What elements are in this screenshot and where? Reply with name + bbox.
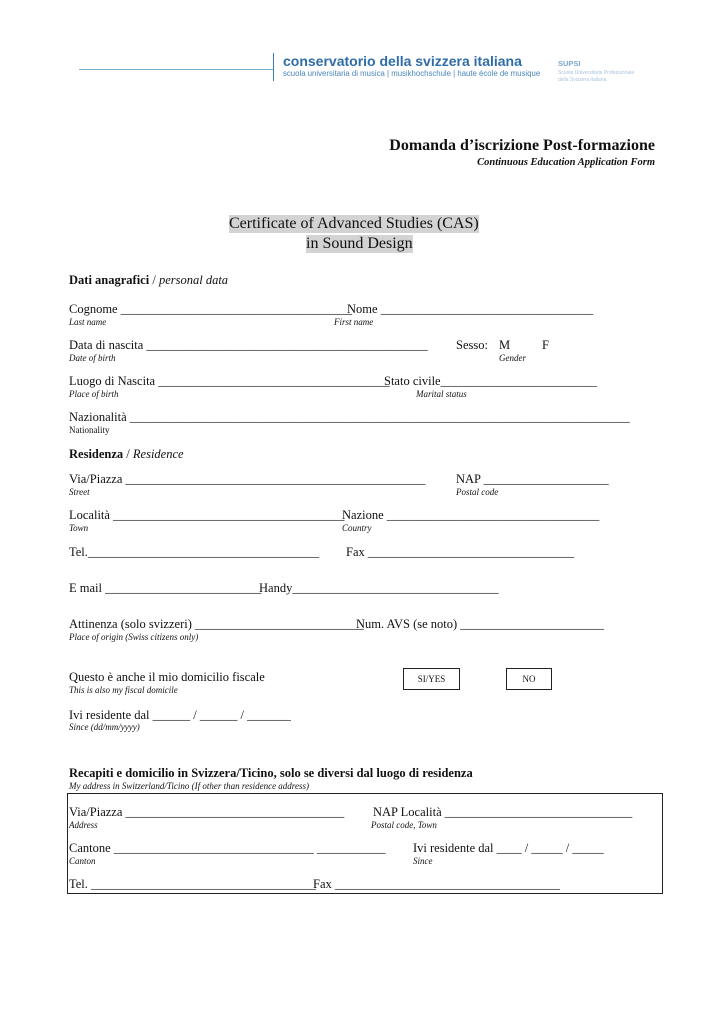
canton-label: Canton [69, 856, 96, 866]
swiss-phone-field[interactable]: Tel. ____________________________________ [69, 877, 317, 891]
first-name-label: First name [334, 317, 374, 327]
residence-heading-en: Residence [132, 447, 184, 461]
gender-option-f[interactable]: F [542, 338, 549, 352]
institution-tagline: scuola universitaria di musica | musikhochschule | haute école de musique [283, 69, 541, 78]
swiss-postal-town-label: Postal code, Town [371, 820, 437, 830]
program-title: Certificate of Advanced Studies (CAS) [229, 215, 479, 232]
swiss-address-subheading: My address in Switzerland/Ticino (If other than residence address) [69, 781, 309, 791]
canton-field[interactable]: Cantone ________________________________ ___________ [69, 841, 386, 855]
partner-line-2: della Svizzera italiana [558, 77, 607, 83]
avs-number-field[interactable]: Num. AVS (se noto) _______________________ [356, 617, 605, 631]
gender-option-m[interactable]: M [499, 338, 511, 352]
first-name-field[interactable]: Nome __________________________________ [347, 302, 594, 316]
fiscal-domicile-label: This is also my fiscal domicile [69, 685, 178, 695]
origin-field[interactable]: Attinenza (solo svizzeri) ___________________________ [69, 617, 364, 631]
mobile-field[interactable]: Handy_________________________________ [259, 581, 499, 595]
country-field[interactable]: Nazione __________________________________ [342, 508, 600, 522]
page-subtitle: Continuous Education Application Form [477, 157, 655, 168]
town-label: Town [69, 523, 89, 533]
residence-since-label: Since (dd/mm/yyyy) [69, 722, 140, 732]
fiscal-domicile-question: Questo è anche il mio domicilio fiscale [69, 670, 265, 684]
postal-code-field[interactable]: NAP ____________________ [456, 472, 609, 486]
nationality-field[interactable]: Nazionalità ________________________________________________________________________________ [69, 410, 630, 424]
birth-date-label: Date of birth [69, 353, 116, 363]
last-name-label: Last name [69, 317, 107, 327]
residence-since-field[interactable]: Ivi residente dal ______ / ______ / _______ [69, 708, 291, 722]
postal-code-label: Postal code [456, 487, 499, 497]
phone-field[interactable]: Tel._____________________________________ [69, 545, 320, 559]
email-field[interactable]: E mail _________________________ [69, 581, 262, 595]
birth-date-field[interactable]: Data di nascita _____________________________________________ [69, 338, 428, 352]
street-field[interactable]: Via/Piazza ________________________________________________ [69, 472, 426, 486]
swiss-address-heading: Recapiti e domicilio in Svizzera/Ticino, solo se diversi dal luogo di residenza [69, 766, 473, 780]
gender-label-it: Sesso: [456, 338, 488, 352]
logo-divider [273, 53, 274, 81]
birth-place-field[interactable]: Luogo di Nascita _____________________________________ [69, 374, 390, 388]
personal-heading-it: Dati anagrafici [69, 273, 150, 287]
fiscal-yes-checkbox[interactable]: SI/YES [403, 668, 460, 690]
residence-heading-it: Residenza [69, 447, 124, 461]
swiss-since-field[interactable]: Ivi residente dal ____ / _____ / _____ [413, 841, 604, 855]
fiscal-no-checkbox[interactable]: NO [506, 668, 552, 690]
fax-field[interactable]: Fax _________________________________ [346, 545, 575, 559]
swiss-postal-town-field[interactable]: NAP Località ______________________________ [373, 805, 633, 819]
personal-heading-en: personal data [158, 273, 229, 287]
origin-label: Place of origin (Swiss citizens only) [69, 632, 199, 642]
swiss-fax-field[interactable]: Fax ____________________________________ [313, 877, 560, 891]
residence-heading [69, 447, 184, 462]
marital-status-label: Marital status [416, 389, 467, 399]
swiss-street-field[interactable]: Via/Piazza ___________________________________ [69, 805, 345, 819]
swiss-since-label: Since [413, 856, 433, 866]
personal-heading [69, 273, 228, 288]
marital-status-field[interactable]: Stato civile_________________________ [384, 374, 597, 388]
nationality-label: Nationality [69, 425, 110, 435]
personal-heading-sep: / [149, 273, 159, 287]
logo-rule [79, 69, 274, 70]
street-label: Street [69, 487, 90, 497]
country-label: Country [342, 523, 372, 533]
program-subtitle: in Sound Design [306, 235, 413, 252]
residence-heading-sep: / [123, 447, 133, 461]
last-name-field[interactable]: Cognome _____________________________________ [69, 302, 352, 316]
swiss-street-label: Address [69, 820, 98, 830]
birth-place-label: Place of birth [69, 389, 119, 399]
partner-line-1: Scuola Universitaria Professionale [558, 70, 635, 76]
institution-logo: conservatorio della svizzera italiana [283, 53, 522, 69]
page-title: Domanda d’iscrizione Post-formazione [389, 137, 655, 154]
partner-logo: SUPSI [558, 59, 581, 68]
gender-label: Gender [499, 353, 526, 363]
town-field[interactable]: Località _____________________________________ [69, 508, 345, 522]
